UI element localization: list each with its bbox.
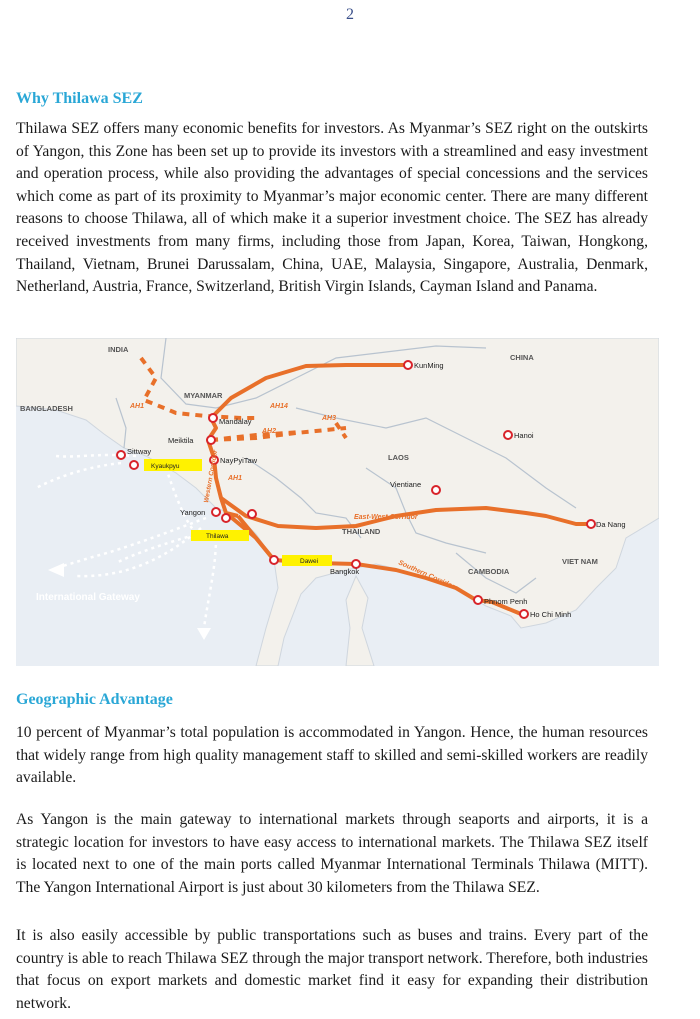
marker-yangon [212, 508, 220, 516]
geo-paragraph-3: It is also easily accessible by public transportations such as buses and trains. Every part of the country is able to reach Thilawa SEZ through the major transport network. Therefore, both industries that focus on export markets and domestic market find it easy for expanding their distribution network. [16, 927, 648, 1012]
marker-mawlamyine [248, 510, 256, 518]
label-thilawa: Thilawa [206, 533, 229, 540]
label-route-ah2: AH2 [262, 428, 277, 435]
label-india: INDIA [108, 345, 129, 354]
label-route-ah1-north: AH1 [130, 403, 145, 410]
label-kyaukpyu: Kyaukpyu [151, 463, 180, 470]
label-naypyitaw: NayPyiTaw [220, 456, 258, 465]
label-sittway: Sittway [127, 447, 152, 456]
label-route-ah14: AH14 [270, 403, 288, 410]
label-dawei: Dawei [300, 558, 319, 565]
marker-hochiminh [520, 610, 528, 618]
marker-mandalay [209, 414, 217, 422]
label-yangon: Yangon [180, 508, 206, 517]
label-vietnam: VIET NAM [562, 557, 598, 566]
label-bangladesh: BANGLADESH [20, 404, 73, 413]
label-vientiane: Vientiane [390, 480, 422, 489]
marker-kyaukpyu [130, 461, 138, 469]
marker-phnompenh [474, 596, 482, 604]
page-number: 2 [346, 6, 354, 23]
regional-corridor-map [16, 338, 659, 666]
label-phnompenh: Phnom Penh [484, 597, 528, 606]
label-kunming: KunMing [414, 361, 444, 370]
marker-danang [587, 520, 595, 528]
marker-meiktila [207, 436, 215, 444]
label-myanmar: MYANMAR [184, 391, 223, 400]
marker-hanoi [504, 431, 512, 439]
marker-dawei [270, 556, 278, 564]
marker-thilawa [222, 514, 230, 522]
label-international-gateway: International Gateway [36, 592, 140, 603]
gateway-arrow-left [48, 563, 64, 577]
label-east-west-corridor: East-West Corridor [354, 514, 418, 521]
land-malay-peninsula [346, 576, 374, 666]
marker-sittway [117, 451, 125, 459]
label-china: CHINA [510, 353, 534, 362]
map-svg [16, 338, 659, 666]
gateway-arrow-down [197, 628, 211, 640]
label-meiktila: Meiktila [168, 436, 194, 445]
label-cambodia: CAMBODIA [468, 567, 510, 576]
geo-paragraph-1: 10 percent of Myanmar’s total population is accommodated in Yangon. Hence, the human resources that widely range from high quality management staff to skilled and semi-skilled workers are readily available. [16, 724, 648, 787]
label-route-ah1-south: AH1 [228, 475, 243, 482]
geo-paragraph-2: As Yangon is the main gateway to international markets through seaports and airports, it is a strategic location for investors to have easy access to international markets. The Thilawa SEZ itself is located next to one of the main ports called Myanmar International Terminals Thilawa (MITT). The Yangon International Airport is just about 30 kilometers from the Thilawa SEZ. [16, 811, 648, 896]
marker-vientiane [432, 486, 440, 494]
label-southern-corridor: Southern Corridor [397, 559, 456, 591]
label-western-corridor: Western Corridor [203, 449, 220, 504]
label-thailand: THAILAND [342, 527, 381, 536]
label-danang: Da Nang [596, 520, 626, 529]
section-heading-why-thilawa: Why Thilawa SEZ [16, 90, 143, 107]
marker-kunming [404, 361, 412, 369]
label-bangkok: Bangkok [330, 567, 360, 576]
label-laos: LAOS [388, 453, 409, 462]
label-route-ah3: AH3 [322, 415, 337, 422]
why-thilawa-paragraph: Thilawa SEZ offers many economic benefits for investors. As Myanmar’s SEZ right on the outskirts of Yangon, this Zone has been set up to provide its investors with a streamlined and easy investment and operation process, while also providing the advantages of special concessions and the services which come as part of its proximity to Myanmar’s major economic center. There are many different reasons to choose Thilawa, all of which make it a superior investment choice. The SEZ has already received investments from many firms, including those from Japan, Korea, Taiwan, Hongkong, Thailand, Vietnam, Brunei Darussalam, China, UAE, Malaysia, Singapore, Australia, Denmark, Netherland, Austria, France, Switzerland, British Virgin Islands, Cayman Island and Panama. [16, 120, 648, 296]
label-hanoi: Hanoi [514, 431, 534, 440]
label-hochiminh: Ho Chi Minh [530, 610, 572, 619]
label-mandalay: Mandalay [219, 417, 252, 426]
section-heading-geographic-advantage: Geographic Advantage [16, 691, 173, 708]
